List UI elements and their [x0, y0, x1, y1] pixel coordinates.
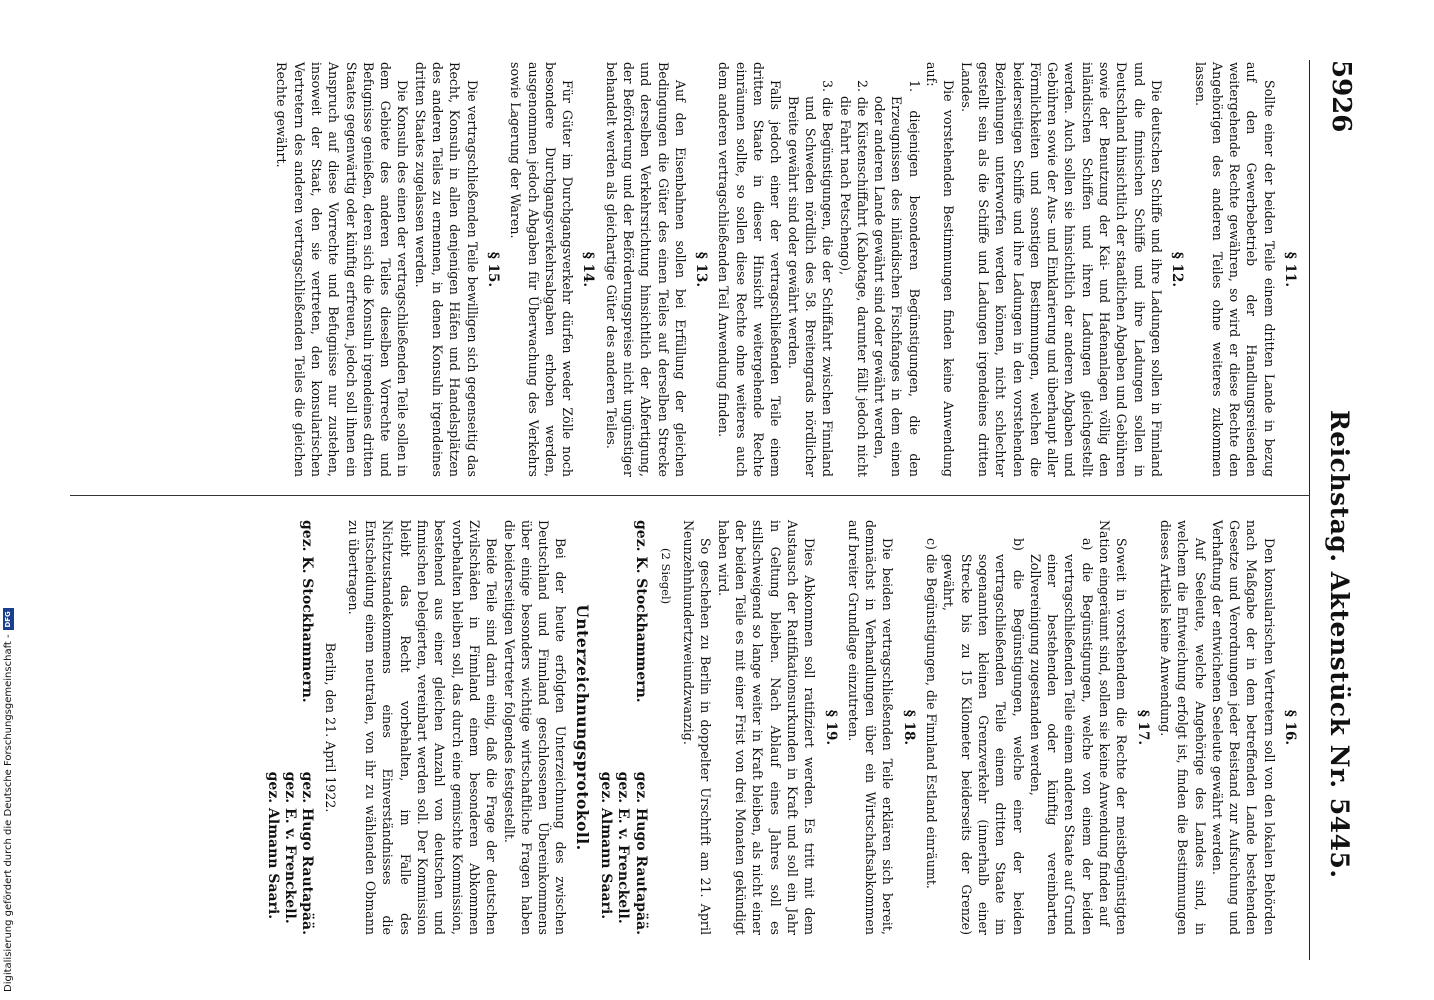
section-heading: § 15. — [484, 251, 501, 288]
protocol-text: Bei der heute erfolgten Unterzeichnung des zwischen Deutschland und Finnland geschlossenen Übereinkommens über einige besonders wichtige wirtschaftliche Fragen haben die beiderseitigen Vertreter folgendes festgestellt. — [501, 520, 569, 935]
signature-finnish: gez. Hugo Rautapää. — [299, 771, 316, 935]
section-text: Die vertragschließenden Teile bewilligen sich gegenseitig das Recht, Konsuln in allen denjenigen Häfen und Handelsplätzen des anderen Teiles zu ernennen, in denen Konsuln irgendeines dritten Staates zugelassen werden. — [412, 62, 480, 477]
section-13 — [602, 62, 709, 477]
signature-finnish-group — [597, 772, 649, 935]
page-header — [1309, 60, 1356, 960]
section-18 — [845, 520, 917, 935]
section-text: Auf Seeleute, welche Angehörige des Landes sind, in welchem die Entweichung erfolgt ist, finden die Bestimmungen dieses Artikels keine Anwendung. — [1157, 520, 1208, 935]
dfg-logo-icon: DFG — [3, 608, 14, 630]
section-closing: Falls jedoch einer der vertragschließenden Teile einem dritten Staate in dieser Hinsicht weitergehende Rechte einräumen sollte, so sollen diese Rechte ohne weiteres auch dem anderen vertragschließenden Teil Anwendung finden. — [716, 62, 784, 477]
section-19 — [680, 520, 839, 935]
signature-block — [597, 520, 649, 935]
section-12 — [715, 62, 1185, 477]
signature-finnish: gez. Hugo Rautapää. — [632, 771, 649, 935]
list-item: 1. diejenigen besonderen Begünstigungen, die den Erzeugnissen des inländischen Fischfanges in dem einen oder anderen Lande gewährt sind oder gewährt werden, — [872, 80, 922, 477]
list-item: c) die Begünstigungen, die Finnland Estland einräumt. — [924, 538, 940, 889]
left-column — [267, 62, 1304, 477]
section-text: Die deutschen Schiffe und ihre Ladungen sollen in Finnland und die finnischen Schiffe und ihre Ladungen sollen in Deutschland hinsichtlich der staatlichen Abgaben und Gebühren sowie der Benutzung der Kai- und Hafenanlagen völlig den inländischen Schiffen und ihren Ladungen gleichgestellt werden. Auch sollen sie hinsichtlich der anderen Abgaben und Gebühren sowie der Aus- und Einklarierung und überhaupt aller Förmlichkeiten und sonstigen Bestimmungen, welchen die beiderseitigen Schiffe und ihre Ladungen in den vorstehenden Beziehungen unterworfen werden können, nicht schlechter gestellt sein als die Schiffe und Ladungen irgendeines dritten Landes. — [958, 62, 1164, 477]
section-16 — [1157, 520, 1298, 935]
signing-protocol — [321, 520, 590, 935]
signature-finnish: gez. E. v. Frenckell. — [281, 771, 298, 924]
section-heading: § 19. — [822, 709, 839, 746]
section-text: Sollte einer der beiden Teile einem dritten Lande in bezug auf den Gewerbebetrieb der Handlungsreisenden weitergehende Rechte gewähren, so wird er diese Rechte den Angehörigen des anderen Teiles ohne weiteres zukommen lassen. — [1192, 62, 1277, 477]
section-heading: § 18. — [900, 709, 917, 746]
section-text: Dies Abkommen soll ratifiziert werden. Es tritt mit dem Austausch der Ratifikationsurkunden in Kraft und soll ein Jahr in Geltung bleiben. Nach Ablauf eines Jahres soll es stillschweigend so lange weiter in Kraft bleiben, als nicht einer der beiden Teile es mit einer Frist von drei Monaten gekündigt haben wird. — [715, 520, 818, 935]
column-divider — [70, 495, 1310, 496]
running-head: Reichstag. Aktenstück Nr. 5445. — [1325, 410, 1354, 879]
section-text: Den konsularischen Vertretern soll von den lokalen Behörden nach Maßgabe der in dem betreffenden Lande bestehenden Gesetze und Verordnungen jeder Beistand zur Aufsuchung und Verhaftung der entwichenen Seeleute gewährt werden. — [1209, 520, 1277, 935]
section-heading: § 16. — [1282, 709, 1298, 746]
section-11 — [1191, 62, 1298, 477]
list-item: 2. die Küstenschiffahrt (Kabotage, darunter fällt jedoch nicht die Fahrt nach Petschengo), — [837, 80, 870, 477]
section-text: Die Konsuln des einen der vertragschließenden Teile sollen in dem Gebiete des anderen Teiles dieselben Vorrechte und Befugnisse genießen, deren sich die Konsuln irgendeines dritten Staates gegenwärtig oder künftig erfreuen, jedoch soll ihnen ein Anspruch auf diese Vorrechte und Befugnisse nur zustehen, insoweit der Staat, den sie vertreten, den konsularischen Vertretern des anderen vertragschließenden Teiles die gleichen Rechte gewährt. — [274, 62, 411, 477]
section-text: Für Güter im Durchgangsverkehr dürfen weder Zölle noch besondere Durchgangsverkehrsabgaben erhoben werden, ausgenommen jedoch Abgaben für Überwachung des Verkehrs sowie Lagerung der Waren. — [508, 62, 576, 477]
place-date: Berlin, den 21. April 1922. — [322, 642, 338, 813]
list-item: 3. die Begünstigungen, die der Schiffahrt zwischen Finnland und Schweden nördlich des 58. Breitengrads nördlicher Breite gewährt sind oder gewährt werden. — [785, 80, 836, 477]
section-17 — [923, 520, 1151, 935]
section-heading: § 14. — [580, 251, 597, 288]
section-heading: § 12. — [1169, 251, 1186, 288]
signature-finnish-group — [263, 772, 315, 935]
signature-german: gez. K. Stockhammern. — [632, 520, 649, 703]
section-list-intro: Soweit in vorstehendem die Rechte der meistbegünstigten Nation eingeräumt sind, sollen sie keine Anwendung finden auf — [1097, 520, 1130, 935]
signature-finnish: gez. E. v. Frenckell. — [615, 771, 632, 924]
section-15 — [273, 62, 501, 477]
section-list-intro: Die vorstehenden Bestimmungen finden keine Anwendung auf: — [924, 62, 957, 477]
section-heading: § 17. — [1134, 709, 1151, 746]
list-item: a) die Begünstigungen, welche von einem der beiden vertragschließenden Teile einem anderen Staate auf Grund einer bestehenden oder künftig vereinbarten Zollvereinigung zugestanden werden, — [1027, 538, 1095, 935]
signature-finnish: gez. Almann Saari. — [264, 771, 281, 920]
section-14 — [507, 62, 596, 477]
section-text: Auf den Eisenbahnen sollen bei Erfüllung der gleichen Bedingungen die Güter des einen Teiles auf derselben Strecke und derselben Verkehrsrichtung hinsichtlich der Abfertigung, der Beförderung und der Beförderungspreise nicht ungünstiger behandelt werden als gleichartige Güter des anderen Teiles. — [603, 62, 688, 477]
signature-block — [263, 520, 315, 935]
seal-note: (2 Siegel) — [658, 548, 673, 605]
section-text: Die beiden vertragschließenden Teile erklären sich bereit, demnächst in Verhandlungen über ein Wirtschaftsabkommen auf breiter Grundlage einzutreten. — [845, 520, 896, 935]
list-item: b) die Begünstigungen, welche einer der beiden vertragschließenden Teile einem dritten Staate im sogenannten kleinen Grenzverkehr (innerhalb einer Strecke bis zu 15 Kilometer beiderseits der Grenze) gewährt, — [941, 538, 1026, 935]
section-text: So geschehen zu Berlin in doppelter Urschrift am 21. April Neunzehnhundertzweiundzwanzig. — [681, 520, 714, 935]
section-heading: § 13. — [693, 251, 710, 288]
signature-finnish: gez. Almann Saari. — [598, 771, 615, 920]
signature-german: gez. K. Stockhammern. — [299, 520, 316, 703]
protocol-title: Unterzeichnungsprotokoll. — [572, 604, 592, 851]
page-number: 5926 — [1326, 60, 1356, 133]
credit-text: Digitalisierung gefördert durch die Deutsche Forschungsgemeinschaft - — [2, 634, 14, 992]
protocol-text: Beide Teile sind darin einig, daß die Frage der deutschen Zivilschäden in Finnland einem besonderen Abkommen vorbehalten bleiben soll, das durch eine gemischte Kommission, bestehend aus einer gleichen Anzahl von deutschen und finnischen Delegierten, vereinbart werden soll. Der Kommission bleibt das Recht vorbehalten, im Falle des Nichtzustandekommens eines Einverständnisses die Entscheidung einem neutralen, von ihr zu wählenden Obmann zu übertragen. — [345, 520, 500, 935]
right-column — [261, 520, 1304, 935]
digitization-credit — [0, 592, 16, 992]
section-heading: § 11. — [1282, 251, 1298, 288]
